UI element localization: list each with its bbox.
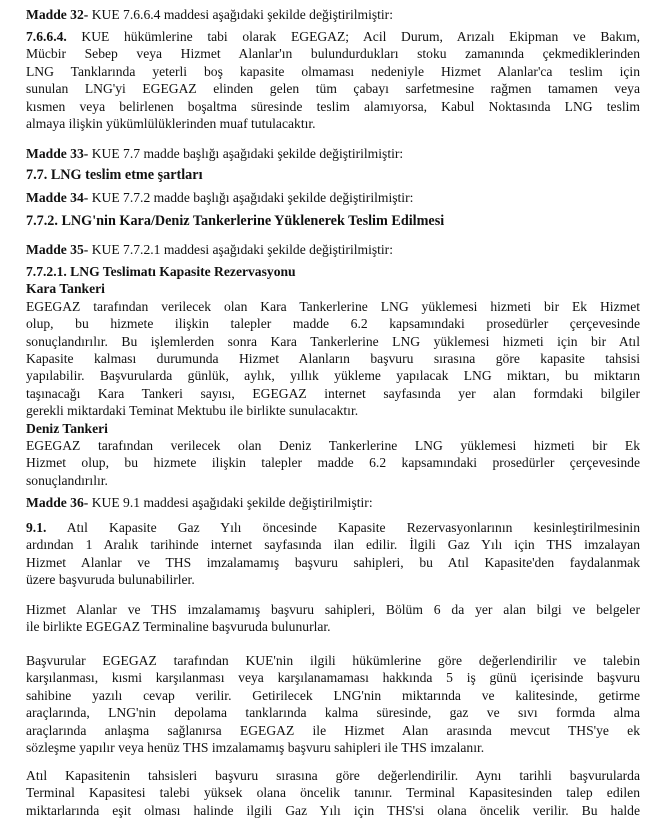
paragraph-line: Hizmet olup, bu hizmete ilişkin talepler madde 6.2 kapsamındaki prosedürler çerçevesinde <box>26 455 640 471</box>
heading-7-7-2: 7.7.2. LNG'nin Kara/Deniz Tankerlerine Yüklenerek Teslim Edilmesi <box>26 213 445 229</box>
article-text: KUE 7.6.6.4 maddesi aşağıdaki şekilde değiştirilmiştir: <box>88 7 393 22</box>
paragraph-line: Atıl Kapasitenin tahsisleri başvuru sırasına göre değerlendirilir. Aynı tarihli başvurularda <box>26 768 640 783</box>
paragraph-line: kısmen veya belirlenen boşaltma süresinde teslim alamıyorsa, Kabul Noktasında LNG teslim <box>26 98 640 114</box>
paragraph-line: karşılanması, kısmi karşılanması veya karşılanamaması hakkında 5 iş günü içerisinde başvuru <box>26 670 640 686</box>
clause-9-1 <box>26 519 640 589</box>
subheading-kara-tankeri: Kara Tankeri <box>26 281 105 297</box>
article-number: Madde 34- <box>26 190 89 205</box>
paragraph-line: Mücbir Sebep veya Hizmet Alanlar'ın bulundurdukları stoku zamanında çekmediklerinden <box>26 46 640 62</box>
clause-number: 7.6.6.4. <box>26 29 67 44</box>
paragraph-line: sunulan LNG'yi EGEGAZ elinden gelen tüm çabayı sarfetmesine rağmen tamamen veya <box>26 81 640 97</box>
paragraph-line: LNG Tanklarında yeterli boş kapasite olmaması nedeniyle Hizmet Alanlar'ca teslim için <box>26 63 640 79</box>
paragraph-bolum-6 <box>26 601 640 636</box>
article-32 <box>26 6 640 23</box>
article-text: KUE 9.1 maddesi aşağıdaki şekilde değiştirilmiştir: <box>88 495 373 510</box>
paragraph-line: sözleşme yapılır veya henüz THS imzalamamış başvuru sahipleri ile THS imzalanır. <box>26 740 485 756</box>
paragraph-line: yapılabilir. Başvurularda günlük, aylık, yıllık yükleme yapılacak LNG miktarı, bu miktarın <box>26 368 640 384</box>
subheading-deniz-tankeri: Deniz Tankeri <box>26 420 108 436</box>
paragraph-line: üzere başvuruda bulunabilirler. <box>26 572 195 588</box>
paragraph-line: Hizmet Alanlar ve THS imzalamamış başvuru sahipleri, Bölüm 6 da yer alan bilgi ve belgeler <box>26 602 640 617</box>
paragraph-line: Terminal Kapasitesi talebi yüksek olana öncelik tanınır. Terminal Kapasitesinden talep edilen <box>26 785 640 801</box>
article-text: KUE 7.7.2.1 maddesi aşağıdaki şekilde değiştirilmiştir: <box>88 242 393 257</box>
paragraph-line: olup, bu hizmete ilişkin talepler madde 6.2 kapsamındaki prosedürler çerçevesinde <box>26 316 640 332</box>
paragraph-line: Başvurular EGEGAZ tarafından KUE'nin ilgili hükümlerine göre değerlendirilir ve talebin <box>26 653 640 668</box>
paragraph-line: sahibine yazılı cevap verilir. Getirilecek LNG'nin miktarında ve kalitesinde, getirme <box>26 687 640 703</box>
paragraph-line: ile birlikte EGEGAZ Terminaline başvuruda bulunurlar. <box>26 619 331 635</box>
paragraph-line: Hizmet Alanlar ve THS imzalamamış başvuru sahipleri, bu Atıl Kapasite'den faydalanmak <box>26 554 640 570</box>
article-text: KUE 7.7.2 madde başlığı aşağıdaki şekilde değiştirilmiştir: <box>88 190 414 205</box>
paragraph-line: EGEGAZ tarafından verilecek olan Deniz Tankerlerine LNG yüklemesi hizmeti bir Ek <box>26 438 640 454</box>
paragraph-line: miktarlarında eşit olması halinde ilgili Gaz Yılı için THS'si olana öncelik verilir. Bu halde <box>26 802 640 818</box>
paragraph-line: sonuçlandırılır. <box>26 472 108 488</box>
article-36 <box>26 494 640 511</box>
heading-7-7: 7.7. LNG teslim etme şartları <box>26 167 203 183</box>
paragraph-line: araçlarında anlaşma sağlanırsa EGEGAZ ile Hizmet Alan arasında mevcut THS'ye ek <box>26 722 640 738</box>
paragraph-atil-kapasite <box>26 767 640 819</box>
paragraph-line: araçlarında, LNG'nin depolama tanklarında kalma süresinde, gaz ve sıvı formda alma <box>26 705 640 721</box>
paragraph-line: Atıl Kapasite Gaz Yılı öncesinde Kapasite Rezervasyonlarının kesinleştirilmesinin <box>46 520 640 535</box>
paragraph-line: EGEGAZ tarafından verilecek olan Kara Tankerlerine LNG yüklemesi hizmeti bir Ek Hizmet <box>26 298 640 314</box>
article-number: Madde 36- <box>26 495 89 510</box>
paragraph-line: Kapasite kalması durumunda Hizmet Alanların başvuru sırasına göre kapasite tahsisi <box>26 351 640 367</box>
clause-7-6-6-4 <box>26 28 640 132</box>
paragraph-line: taşınacağı Kara Tankeri sayısı, EGEGAZ internet sayfasında yer alan formdaki bilgiler <box>26 385 640 401</box>
paragraph-line: gerekli miktardaki Teminat Mektubu ile birlikte sunulacaktır. <box>26 403 359 419</box>
article-35 <box>26 241 640 258</box>
paragraph-line: KUE hükümlerine tabi olarak EGEGAZ; Acil Durum, Arızalı Ekipman ve Bakım, <box>66 29 640 44</box>
article-33 <box>26 145 640 162</box>
article-number: Madde 33- <box>26 146 89 161</box>
clause-number: 9.1. <box>26 520 47 535</box>
article-34 <box>26 189 640 206</box>
clause-7-7-2-1 <box>26 263 640 489</box>
article-number: Madde 32- <box>26 7 89 22</box>
paragraph-line: sonuçlandırılır. Bu işlemlerden sonra Kara Tankerlerine LNG yüklemesi hizmeti için bir Atıl <box>26 333 640 349</box>
paragraph-basvurular <box>26 652 640 756</box>
paragraph-line: almaya ilişkin yükümlülüklerinden muaf tutulacaktır. <box>26 116 316 132</box>
heading-7-7-2-1: 7.7.2.1. LNG Teslimatı Kapasite Rezervasyonu <box>26 264 296 279</box>
article-number: Madde 35- <box>26 242 89 257</box>
article-text: KUE 7.7 madde başlığı aşağıdaki şekilde değiştirilmiştir: <box>88 146 404 161</box>
paragraph-line: ardından 1 Aralık tarihinde internet sayfasında ilan edilir. İlgili Gaz Yılı için THS imzalayan <box>26 537 640 553</box>
